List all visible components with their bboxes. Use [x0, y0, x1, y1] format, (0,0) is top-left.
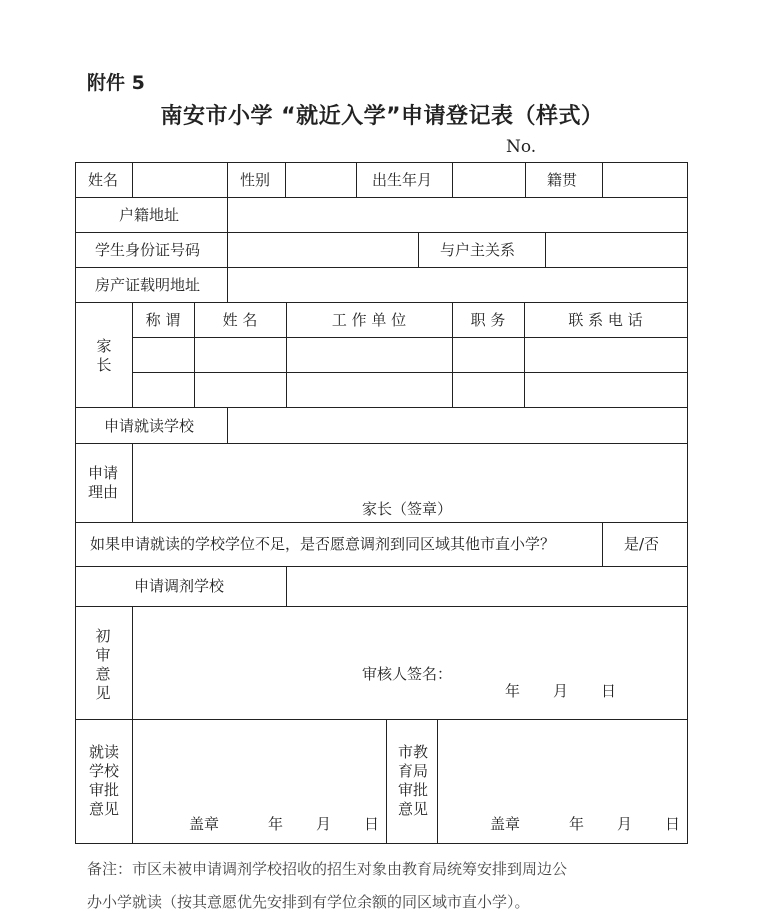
school-day-label: 日: [364, 815, 380, 833]
parent-signature-label: 家长（签章）: [362, 500, 453, 518]
col-divider: [602, 162, 603, 197]
col-divider: [452, 162, 453, 197]
review-day-label: 日: [601, 682, 617, 700]
row-divider: [75, 302, 688, 303]
parents-section-label: 家长: [96, 337, 112, 374]
reason-label: 申请理由: [87, 464, 118, 501]
bureau-year-label: 年: [569, 815, 585, 833]
row-divider: [75, 407, 688, 408]
bureau-day-label: 日: [665, 815, 681, 833]
row-divider: [75, 719, 688, 720]
row-divider: [75, 443, 688, 444]
table-border-bottom: [75, 843, 688, 844]
row-divider: [75, 566, 688, 567]
apply-school-label: 申请就读学校: [104, 417, 195, 435]
col-divider: [227, 407, 228, 443]
native-place-label: 籍贯: [547, 171, 578, 189]
transfer-school-label: 申请调剂学校: [134, 577, 225, 595]
parent-employer-header: 工 作 单 位: [331, 311, 407, 329]
table-border-top: [75, 162, 688, 163]
bureau-seal-label: 盖章: [490, 815, 521, 833]
table-border-right: [687, 162, 688, 844]
col-divider: [356, 162, 357, 197]
row-divider: [75, 197, 688, 198]
household-address-label: 户籍地址: [119, 206, 180, 224]
row-divider: [132, 337, 688, 338]
parent-position-header: 职 务: [470, 311, 506, 329]
school-approval-label: 就读学校审批意见: [88, 743, 119, 818]
col-divider: [602, 522, 603, 566]
row-divider: [75, 267, 688, 268]
col-divider: [285, 162, 286, 197]
gender-label: 性别: [240, 171, 271, 189]
note-line-2: 办小学就读（按其意愿优先安排到有学位余额的同区域市直小学）。: [87, 893, 530, 911]
initial-review-label: 初审意见: [95, 627, 111, 702]
parent-name-header: 姓 名: [222, 311, 258, 329]
school-seal-label: 盖章: [189, 815, 220, 833]
col-divider: [386, 719, 387, 843]
col-divider: [132, 443, 133, 522]
col-divider: [418, 232, 419, 267]
school-year-label: 年: [268, 815, 284, 833]
student-id-label: 学生身份证号码: [95, 241, 201, 259]
bureau-month-label: 月: [617, 815, 633, 833]
school-month-label: 月: [316, 815, 332, 833]
parent-title-header: 称 谓: [145, 311, 181, 329]
bureau-approval-label: 市教育局审批意见: [397, 743, 428, 818]
note-line-1: 备注：市区未被申请调剂学校招收的招生对象由教育局统筹安排到周边公: [87, 860, 568, 878]
row-divider: [75, 522, 688, 523]
col-divider: [132, 719, 133, 843]
parent-phone-header: 联 系 电 话: [568, 311, 643, 329]
col-divider: [132, 162, 133, 197]
col-divider: [286, 566, 287, 606]
annex-label: 附件 5: [87, 72, 145, 94]
transfer-question: 如果申请就读的学校学位不足，是否愿意调剂到同区域其他市直小学？: [90, 535, 556, 553]
review-year-label: 年: [505, 682, 521, 700]
review-month-label: 月: [553, 682, 569, 700]
table-border-left: [75, 162, 76, 844]
col-divider: [227, 197, 228, 302]
birth-date-label: 出生年月: [372, 171, 433, 189]
row-divider: [75, 606, 688, 607]
form-number-label: No.: [506, 137, 537, 157]
name-label: 姓名: [88, 171, 119, 189]
row-divider: [75, 232, 688, 233]
yes-no-answer: 是/否: [624, 535, 660, 553]
reviewer-signature-label: 审核人签名：: [362, 665, 453, 683]
col-divider: [132, 606, 133, 719]
col-divider: [525, 162, 526, 197]
row-divider: [132, 372, 688, 373]
form-title: 南安市小学 “就近入学”申请登记表（样式）: [160, 104, 604, 129]
col-divider: [437, 719, 438, 843]
col-divider: [227, 162, 228, 197]
col-divider: [545, 232, 546, 267]
property-address-label: 房产证载明地址: [95, 276, 201, 294]
householder-relation-label: 与户主关系: [440, 241, 516, 259]
